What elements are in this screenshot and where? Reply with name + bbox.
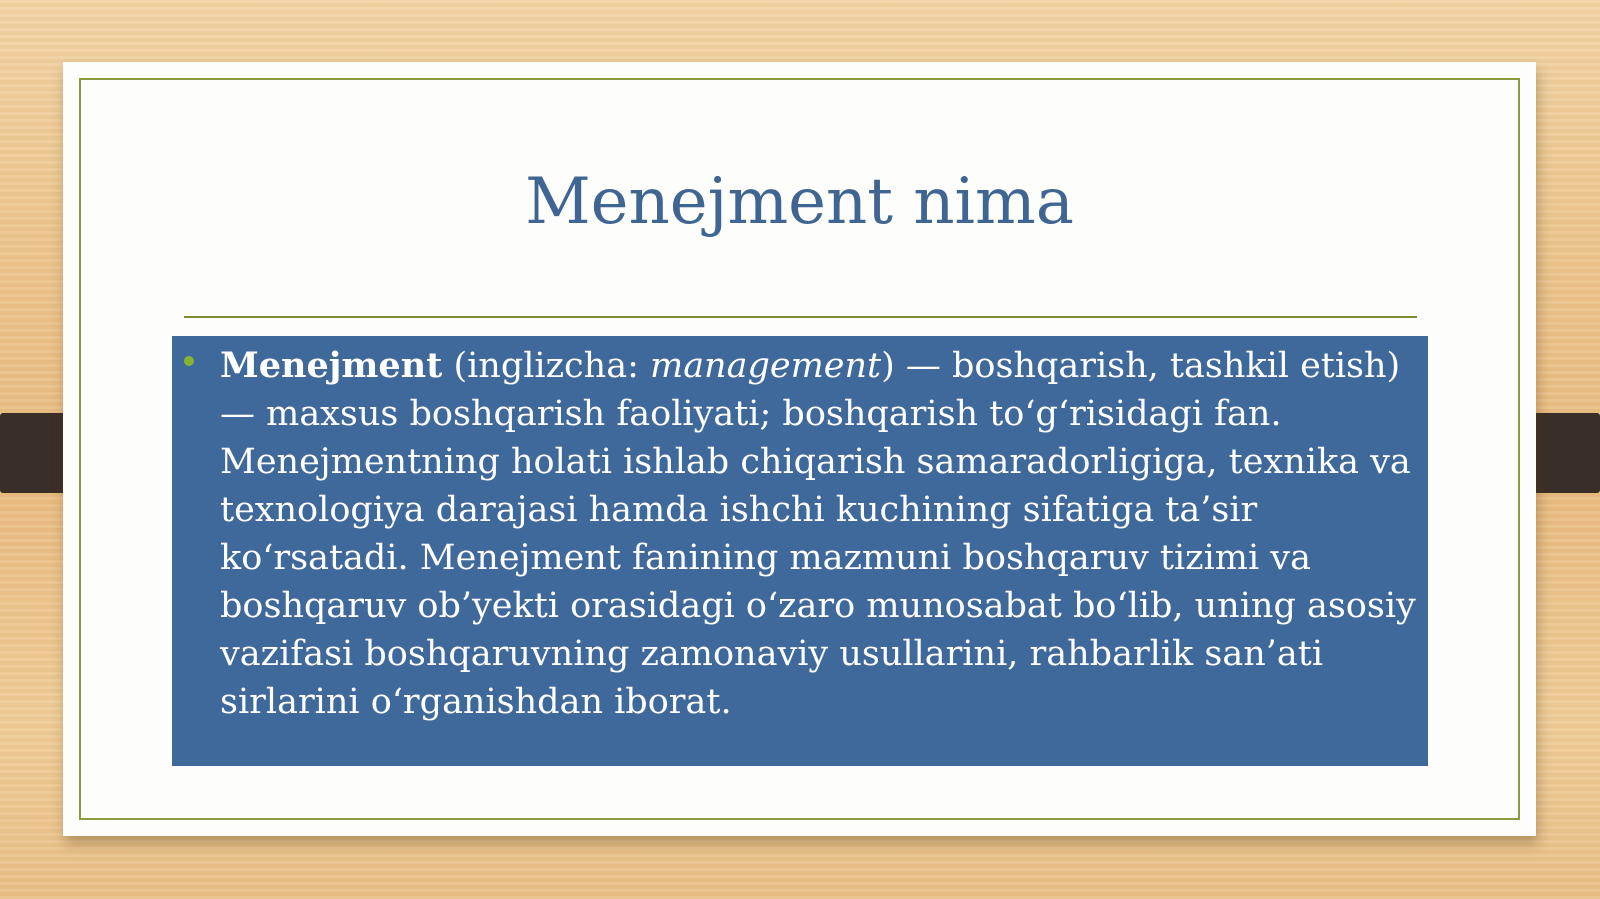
bullet-text <box>220 342 1416 726</box>
slide-title: Menejment nima <box>525 165 1074 239</box>
content-box <box>172 336 1428 766</box>
slide-card <box>63 62 1536 836</box>
english-term: management <box>650 346 882 386</box>
title-divider <box>184 316 1417 318</box>
paren-open-text: (inglizcha: <box>442 346 650 386</box>
term-bold: Menejment <box>220 345 443 386</box>
bullet-dot-icon <box>184 356 194 366</box>
definition-text: ) — boshqarish, tashkil etish) — maxsus boshqarish faoliyati; boshqarish to‘g‘risidagi fan. Menejmentning holati ishlab chiqarish samaradorligiga, texnika va texnologiya darajasi hamda ishchi kuchining sifatiga ta’sir ko‘rsatadi. Menejment fanining mazmuni boshqaruv tizimi va boshqaruv ob’yekti orasidagi o‘zaro munosabat bo‘lib, uning asosiy vazifasi boshqaruvning zamonaviy usullarini, rahbarlik san’ati sirlarini o‘rganishdan iborat. <box>220 346 1416 722</box>
